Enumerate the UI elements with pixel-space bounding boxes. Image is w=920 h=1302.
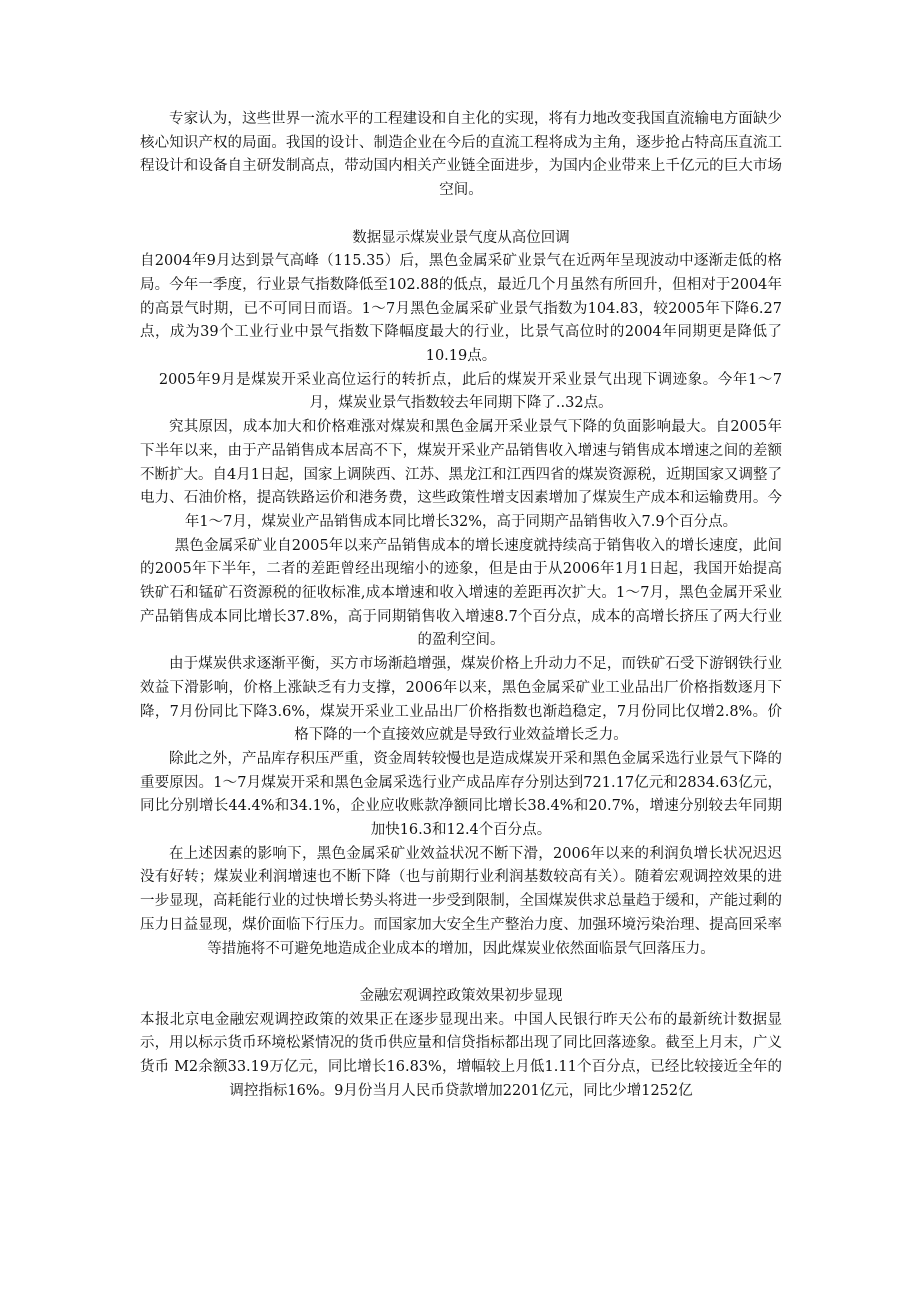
coal-paragraph-1: 自2004年9月达到景气高峰（115.35）后，黑色金属采矿业景气在近两年呈现波动中逐渐走低的格局。今年一季度，行业景气指数降低至102.88的低点，最近几个月虽然有所回升，但相对于2004年的高景气时期，已不可同日而语。1～7月黑色金属采矿业景气指数为104.83，较2005年下降6.27点，成为39个工业行业中景气指数下降幅度最大的行业，比景气高位时的2004年同期更是降低了10.19点。 xyxy=(140,253,782,365)
intro-paragraph: 专家认为，这些世界一流水平的工程建设和自主化的实现，将有力地改变我国直流输电方面缺少核心知识产权的局面。我国的设计、制造企业在今后的直流工程将成为主角，逐步抢占特高压直流工程设计和设备自主研发制高点，带动国内相关产业链全面进步，为国内企业带来上千亿元的巨大市场空间。 xyxy=(140,111,782,199)
coal-paragraph-7: 在上述因素的影响下，黑色金属采矿业效益状况不断下滑，2006年以来的利润负增长状况迟迟没有好转；煤炭业利润增速也不断下降（也与前期行业利润基数较高有关）。随着宏观调控效果的进一步显现，高耗能行业的过快增长势头将进一步受到限制，全国煤炭供求总量趋于缓和，产能过剩的压力日益显现，煤价面临下行压力。而国家加大安全生产整治力度、加强环境污染治理、提高回采率等措施将不可避免地造成企业成本的增加，因此煤炭业依然面临景气回落压力。 xyxy=(140,845,782,957)
coal-paragraph-6: 除此之外，产品库存积压严重，资金周转较慢也是造成煤炭开采和黑色金属采选行业景气下降的重要原因。1～7月煤炭开采和黑色金属采选行业产成品库存分别达到721.17亿元和2834.63亿元，同比分别增长44.4%和34.1%，企业应收账款净额同比增长38.4%和20.7%，增速分别较去年同期加快16.3和12.4个百分点。 xyxy=(140,750,782,839)
section-heading-finance: 金融宏观调控政策效果初步显现 xyxy=(359,987,563,1004)
section-gap xyxy=(140,203,782,227)
coal-paragraph-3: 究其原因，成本加大和价格难涨对煤炭和黑色金属开采业景气下降的负面影响最大。自2005年下半年以来，由于产品销售成本居高不下，煤炭开采业产品销售收入增速与销售成本增速之间的差额不断扩大。自4月1日起，国家上调陕西、江苏、黑龙江和江西四省的煤炭资源税，近期国家又调整了电力、石油价格，提高铁路运价和港务费，这些政策性增支因素增加了煤炭生产成本和运输费用。今年1～7月，煤炭业产品销售成本同比增长32%，高于同期产品销售收入7.9个百分点。 xyxy=(140,419,782,530)
coal-paragraph-2: 2005年9月是煤炭开采业高位运行的转折点，此后的煤炭开采业景气出现下调迹象。今年1～7月，煤炭业景气指数较去年同期下降了..32点。 xyxy=(158,371,782,412)
section-gap xyxy=(140,961,782,985)
coal-paragraph-5: 由于煤炭供求逐渐平衡，买方市场渐趋增强，煤炭价格上升动力不足，而铁矿石受下游钢铁行业效益下滑影响，价格上涨缺乏有力支撑，2006年以来，黑色金属采矿业工业品出厂价格指数逐月下降，7月份同比下降3.6%，煤炭开采业工业品出厂价格指数也渐趋稳定，7月份同比仅增2.8%。价格下降的一个直接效应就是导致行业效益增长乏力。 xyxy=(140,656,782,744)
finance-paragraph-1: 本报北京电金融宏观调控政策的效果正在逐步显现出来。中国人民银行昨天公布的最新统计数据显示，用以标示货币环境松紧情况的货币供应量和信贷指标都出现了同比回落迹象。截至上月末，广义货币 M2余额33.19万亿元，同比增长16.83%，增幅较上月低1.11个百分点，已经比较接近全年的调控指标16%。9月份当月人民币贷款增加2201亿元，同比少增1252亿 xyxy=(140,1011,782,1099)
section-heading-coal: 数据显示煤炭业景气度从高位回调 xyxy=(352,229,570,246)
document-page xyxy=(140,108,782,1104)
coal-paragraph-4: 黑色金属采矿业自2005年以来产品销售成本的增长速度就持续高于销售收入的增长速度，此间的2005年下半年，二者的差距曾经出现缩小的迹象，但是由于从2006年1月1日起，我国开始提高铁矿石和锰矿石资源税的征收标准,成本增速和收入增速的差距再次扩大。1～7月，黑色金属开采业产品销售成本同比增长37.8%，高于同期销售收入增速8.7个百分点，成本的高增长挤压了两大行业的盈利空间。 xyxy=(140,537,782,649)
